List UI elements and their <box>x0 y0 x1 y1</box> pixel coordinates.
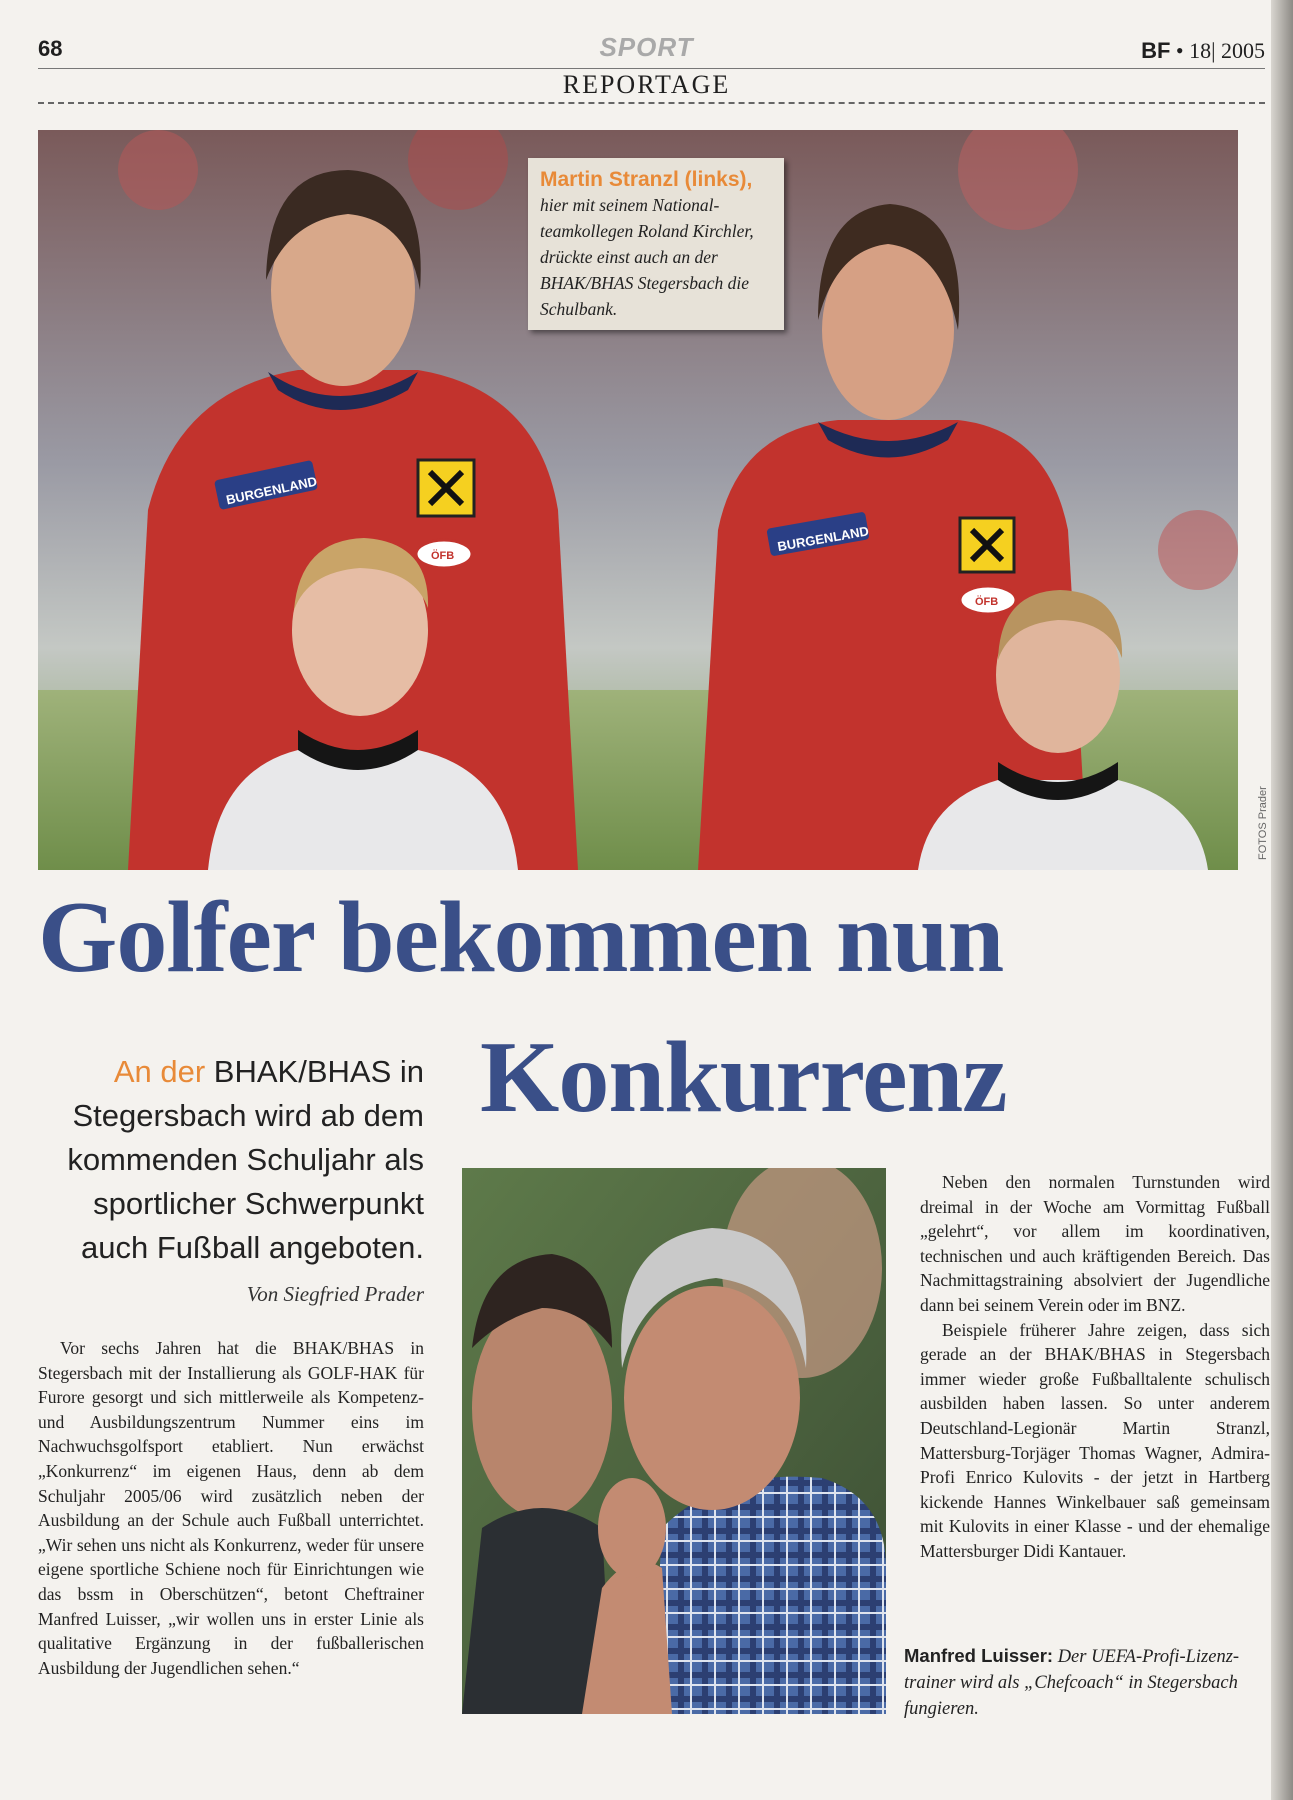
photo-coach <box>462 1168 886 1714</box>
photo-caption-top <box>528 158 784 330</box>
article-paragraph: Neben den normalen Turnstunden wird dreimal in der Woche am Vormittag Fußball „gelehrt“, vor allem im koordinativen, technischen und auch kräftigenden Bereich. Das Nachmittagstraining absolviert der Jugendliche dann bei seinem Verein oder im BNZ. <box>920 1172 1270 1315</box>
header-rule <box>38 68 1265 69</box>
article-paragraph: Beispiele früherer Jahre zeigen, dass sich gerade an der BHAK/BHAS in Stegersbach immer wieder große Fußballtalente schulisch ausbilden haben lassen. So unter anderem Deutschland-Legionär Martin Stranzl, Mattersburg-Torjäger Thomas Wagner, Admira-Profi Enrico Kulovits - der jetzt in Hartberg kickende Hannes Winkelbauer saß gemeinsam mit Kulovits in einer Klasse - und der ehemalige Mattersburger Didi Kantauer. <box>920 1319 1270 1561</box>
caption-bottom-body: Der UEFA-Profi-Lizenz-trainer wird als „Chefcoach“ in Stegersbach fungieren. <box>904 1647 1240 1719</box>
issue-info <box>1141 38 1265 64</box>
badge-text-right: ÖFB <box>975 596 999 608</box>
intro-text <box>38 1050 424 1270</box>
publication-name: BF <box>1141 38 1171 63</box>
caption-body: hier mit seinem National-teamkollegen Roland Kirchler, drückte einst auch an der BHAK/BHAS Stegersbach die Schulbank. <box>540 195 754 319</box>
caption-bottom-lead: Manfred Luisser: <box>904 1645 1054 1666</box>
section-label: SPORT <box>599 32 694 62</box>
badge-text-left: ÖFB <box>431 550 455 562</box>
headline-line-1: Golfer bekommen nun <box>38 881 1004 994</box>
article-column-2 <box>920 1170 1270 1564</box>
jersey-text-left: BURGENLAND <box>224 473 319 508</box>
page-number: 68 <box>38 36 63 61</box>
article-column-1 <box>38 1336 424 1680</box>
byline: Von Siegfried Prader <box>246 1282 424 1306</box>
subsection-label: REPORTAGE <box>562 70 731 99</box>
intro-body: BHAK/BHAS in Stegersbach wird ab dem kommenden Schuljahr als sportlicher Schwerpunkt auch Fußball angeboten. <box>67 1054 424 1265</box>
issue-number: 18| 2005 <box>1189 38 1265 63</box>
caption-lead: Martin Stranzl (links), <box>540 168 753 191</box>
jersey-text-right: BURGENLAND <box>776 523 870 555</box>
intro-lead: An der <box>113 1054 206 1089</box>
photo-credit: FOTOS Prader <box>1257 786 1269 860</box>
page-edge-shadow <box>1271 0 1293 1800</box>
issue-separator: • <box>1175 38 1184 63</box>
headline-line-2: Konkurrenz <box>480 1021 1007 1134</box>
article-paragraph: Vor sechs Jahren hat die BHAK/BHAS in Stegersbach mit der Installierung als GOLF-HAK für Furore gesorgt und sich mittlerweile als Kompetenz- und Ausbildungszentrum Nummer eins im Nachwuchsgolfsport etabliert. Nun erwächst „Konkurrenz“ im eigenen Haus, denn ab dem Schuljahr 2005/06 wird zusätzlich neben der Ausbildung an der Schule auch Fußball unterrichtet. „Wir sehen uns nicht als Konkurrenz, weder für unsere eigene sportliche Schiene noch für Einrichtungen wie das bssm in Oberschützen“, betont Cheftrainer Manfred Luisser, „wir wollen uns in erster Linie als qualitative Ergänzung in der fußballerischen Ausbildung der Jugendlichen sehen.“ <box>38 1338 424 1678</box>
photo-caption-bottom <box>904 1644 1244 1722</box>
dashed-divider <box>38 102 1265 104</box>
